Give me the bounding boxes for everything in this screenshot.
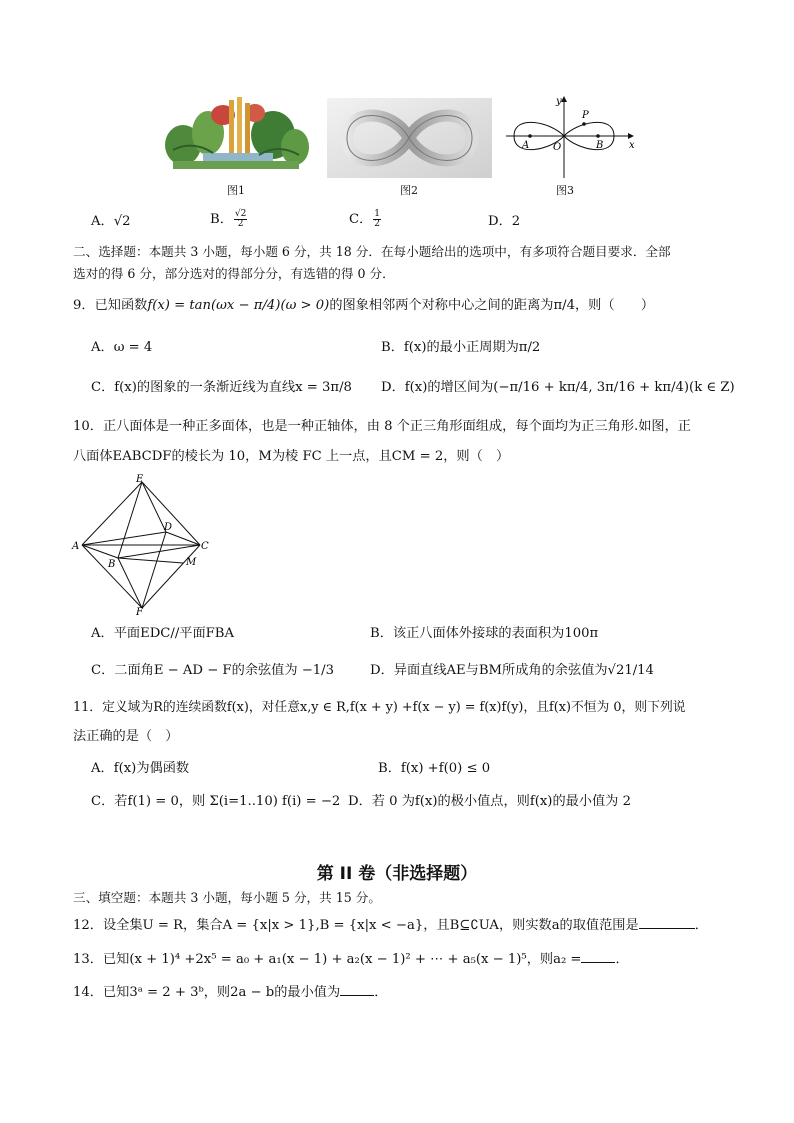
q10-option-a: A．平面EDC//平面FBA [91, 626, 235, 641]
q12-stem: 12．设全集U = R，集合A = {x|x > 1},B = {x|x < −a}，且B⊆∁UA，则实数a的取值范围是 ． [73, 918, 708, 933]
q9-option-c: C．f(x)的图象的一条渐近线为直线x = 3π/8 [91, 380, 352, 395]
section-2-heading-line-2: 选对的得 6 分，部分选对的得部分分，有选错的得 0 分． [73, 266, 395, 281]
octa-e-label: E [136, 474, 144, 485]
q10-option-c: C．二面角E − AD − F的余弦值为 −1/3 [91, 663, 334, 678]
q13-stem: 13．已知(x + 1)⁴ +2x⁵ = a₀ + a₁(x − 1) + a₂(x − 1)² + ⋯ + a₅(x − 1)⁵，则a₂ = ． [73, 952, 629, 967]
q13-answer-blank[interactable] [581, 962, 615, 963]
octa-b-label: B [108, 559, 116, 570]
q11-stem-line-2: 法正确的是（ ） [73, 729, 179, 744]
fig3-o-label: O [553, 142, 562, 153]
fig3-p-label: P [582, 110, 589, 121]
part-2-title: 第 II 卷（非选择题） [316, 864, 478, 884]
q14-answer-blank[interactable] [340, 995, 374, 996]
fig3-b-label: B [596, 140, 604, 151]
octa-m-label: M [186, 557, 197, 568]
figure-2-caption: 图2 [400, 184, 418, 197]
octa-d-label: D [164, 522, 173, 533]
figure-3-lemniscate [502, 92, 642, 180]
section-3-heading: 三、填空题：本题共 3 小题，每小题 5 分，共 15 分。 [73, 890, 381, 905]
section-2-heading-line-1: 二、选择题：本题共 3 小题，每小题 6 分，共 18 分．在每小题给出的选项中，有多项符合题目要求．全部 [73, 244, 671, 259]
octa-c-label: C [201, 541, 209, 552]
q11-option-b: B．f(x) +f(0) ≤ 0 [378, 761, 491, 776]
q9-option-d: D．f(x)的增区间为(−π/16 + kπ/4, 3π/16 + kπ/4)(k ∈ Z) [381, 380, 735, 395]
q9-option-b: B．f(x)的最小正周期为π/2 [381, 340, 541, 355]
fig3-a-label: A [522, 140, 530, 151]
q10-option-b: B．该正八面体外接球的表面积为100π [370, 626, 599, 641]
octahedron-figure [70, 474, 220, 616]
q11-option-c: C．若f(1) = 0，则 Σ(i=1..10) f(i) = −2 [91, 794, 341, 809]
q10-stem-line-1: 10．正八面体是一种正多面体，也是一种正轴体，由 8 个正三角形面组成，每个面均为正三角形.如图，正 [73, 419, 691, 434]
octa-f-label: F [136, 607, 143, 616]
octa-a-label: A [72, 541, 80, 552]
fig3-x-label: x [629, 140, 635, 151]
q9-stem: 9．已知函数f(x) = tan(ωx − π/4)(ω > 0)的图象相邻两个对称中心之间的距离为π/4，则（ ） [73, 298, 655, 313]
q8-option-d: D．2 [488, 214, 521, 229]
q12-answer-blank[interactable] [639, 928, 695, 929]
figure-1-caption: 图1 [227, 184, 245, 197]
q11-option-a: A．f(x)为偶函数 [91, 761, 190, 776]
q8-option-a: A．√2 [91, 214, 131, 229]
figure-2-image [327, 98, 492, 178]
q11-stem-line-1: 11．定义域为R的连续函数f(x)，对任意x,y ∈ R,f(x + y) +f(x − y) = f(x)f(y)，且f(x)不恒为 0，则下列说 [73, 700, 686, 715]
figure-1-image [163, 95, 309, 175]
q14-stem: 14．已知3ᵃ = 2 + 3ᵇ，则2a − b的最小值为 ． [73, 985, 388, 1000]
figure-3-caption: 图3 [556, 184, 574, 197]
q11-option-d: D．若 0 为f(x)的极小值点，则f(x)的最小值为 2 [348, 794, 631, 809]
q8-option-c: C． $\frac{1}{2}$ [349, 209, 381, 229]
q9-option-a: A．ω = 4 [91, 340, 153, 355]
q10-stem-line-2: 八面体EABCDF的棱长为 10，M为棱 FC 上一点，且CM = 2，则（ ） [73, 449, 510, 464]
q8-option-b: B． $\frac{√2}{2}$ [210, 209, 247, 229]
q10-option-d: D．异面直线AE与BM所成角的余弦值为√21/14 [370, 663, 654, 678]
fig3-y-label: y [556, 96, 562, 107]
